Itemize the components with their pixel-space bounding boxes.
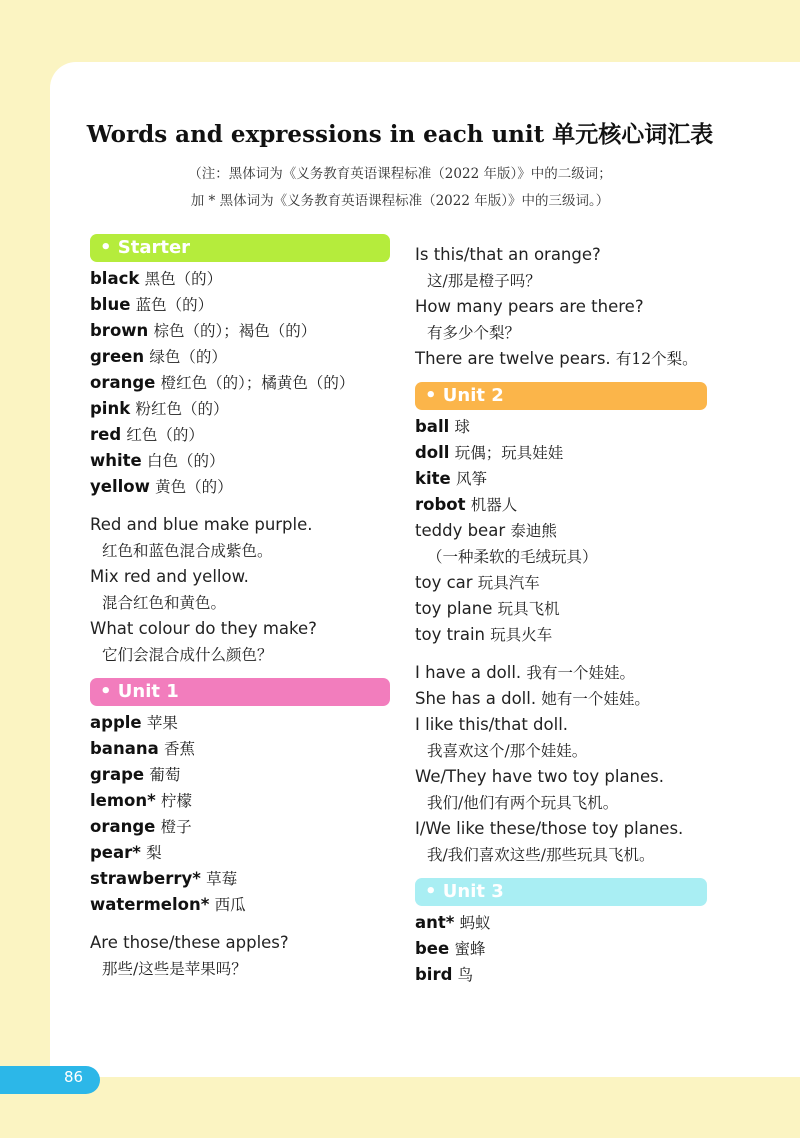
word-entry	[415, 492, 707, 518]
word-en: lemon*	[90, 791, 156, 810]
word-en: ball	[415, 417, 450, 436]
sentence-zh: 有12个梨。	[615, 350, 698, 368]
word-zh: 棕色（的）；褐色（的）	[153, 322, 317, 340]
word-zh: 玩偶；玩具娃娃	[454, 444, 564, 462]
word-en: brown	[90, 321, 149, 340]
word-en: ant*	[415, 913, 455, 932]
word-en: robot	[415, 495, 466, 514]
word-zh: 苹果	[146, 714, 178, 732]
word-zh: 草莓	[206, 870, 238, 888]
note-line-2: 加 * 黑体词为《义务教育英语课程标准（2022 年版）》中的三级词。）	[190, 193, 610, 209]
word-entry	[415, 466, 707, 492]
word-en: orange	[90, 373, 156, 392]
word-entry	[90, 292, 390, 318]
word-zh: 玩具飞机	[497, 600, 560, 618]
word-entry	[415, 596, 707, 622]
word-entry	[90, 892, 390, 918]
word-note: （一种柔软的毛绒玩具）	[427, 548, 598, 566]
word-entry	[90, 266, 390, 292]
word-entry	[415, 936, 707, 962]
word-en: bee	[415, 939, 450, 958]
sentence-zh: 有多少个梨？	[427, 324, 521, 342]
word-en: pear*	[90, 843, 141, 862]
word-entry	[415, 910, 707, 936]
sentence-zh: 这/那是橙子吗？	[427, 272, 541, 290]
word-en: green	[90, 347, 145, 366]
sentence-en: We/They have two toy planes.	[415, 767, 664, 786]
sentence-en: How many pears are there?	[415, 297, 644, 316]
word-zh: 蜜蜂	[454, 940, 486, 958]
sentence-zh: 我有一个娃娃。	[526, 664, 635, 682]
word-en: strawberry*	[90, 869, 201, 888]
word-en: watermelon*	[90, 895, 210, 914]
word-en: teddy bear	[415, 521, 506, 540]
word-zh: 橙红色（的）；橘黄色（的）	[160, 374, 355, 392]
word-zh: 风筝	[455, 470, 487, 488]
word-entry	[90, 448, 390, 474]
sentence-en: Mix red and yellow.	[90, 567, 249, 586]
word-entry	[90, 814, 390, 840]
word-zh: 西瓜	[214, 896, 246, 914]
word-en: yellow	[90, 477, 150, 496]
word-en: grape	[90, 765, 145, 784]
word-zh: 泰迪熊	[510, 522, 557, 540]
word-entry	[415, 518, 707, 544]
sentence-en: I have a doll.	[415, 663, 522, 682]
word-entry	[90, 866, 390, 892]
word-entry	[90, 840, 390, 866]
word-en: red	[90, 425, 122, 444]
section-banner-unit2: • Unit 2	[415, 382, 707, 410]
section-banner-unit1: • Unit 1	[90, 678, 390, 706]
word-entry	[90, 422, 390, 448]
word-zh: 机器人	[470, 496, 518, 514]
note-line-1: （注：黑体词为《义务教育英语课程标准（2022 年版）》中的二级词；	[188, 166, 612, 182]
word-en: black	[90, 269, 140, 288]
word-en: apple	[90, 713, 142, 732]
sentence-en: Are those/these apples?	[90, 933, 289, 952]
word-en: toy plane	[415, 599, 493, 618]
word-zh: 柠檬	[161, 792, 193, 810]
sentence-en: What colour do they make?	[90, 619, 317, 638]
word-zh: 球	[454, 418, 471, 436]
word-en: toy car	[415, 573, 473, 592]
word-en: doll	[415, 443, 450, 462]
word-zh: 香蕉	[163, 740, 195, 758]
word-entry	[90, 788, 390, 814]
sentence-entry	[415, 660, 707, 686]
word-entry	[90, 710, 390, 736]
word-zh: 玩具汽车	[477, 574, 540, 592]
page-number-tab	[0, 1066, 100, 1094]
word-entry	[415, 962, 707, 988]
sentence-en: Red and blue make purple.	[90, 515, 313, 534]
sentence-en: I/We like these/those toy planes.	[415, 819, 684, 838]
word-en: orange	[90, 817, 156, 836]
sentence-entry	[415, 346, 707, 372]
word-entry	[415, 622, 707, 648]
word-en: banana	[90, 739, 159, 758]
word-entry	[415, 414, 707, 440]
word-entry	[415, 440, 707, 466]
word-zh: 葡萄	[149, 766, 181, 784]
word-en: blue	[90, 295, 131, 314]
sentence-en: I like this/that doll.	[415, 715, 569, 734]
word-en: kite	[415, 469, 451, 488]
word-en: pink	[90, 399, 131, 418]
sentence-zh: 那些/这些是苹果吗？	[102, 960, 247, 978]
word-entry	[415, 570, 707, 596]
page-title: Words and expressions in each unit 单元核心词汇表	[86, 121, 714, 148]
left-column	[90, 234, 390, 982]
word-zh: 玩具火车	[490, 626, 553, 644]
word-zh: 蓝色（的）	[135, 296, 214, 314]
word-entry	[90, 318, 390, 344]
word-zh: 梨	[146, 844, 162, 862]
word-entry	[90, 736, 390, 762]
word-en: toy train	[415, 625, 485, 644]
word-zh: 黄色（的）	[155, 478, 233, 496]
sentence-en: There are twelve pears.	[415, 349, 611, 368]
sentence-zh: 我/我们喜欢这些/那些玩具飞机。	[427, 846, 655, 864]
sentence-zh: 我喜欢这个/那个娃娃。	[427, 742, 588, 760]
right-column	[415, 242, 707, 988]
word-zh: 鸟	[457, 966, 474, 984]
word-en: white	[90, 451, 142, 470]
word-en: bird	[415, 965, 453, 984]
sentence-en: She has a doll.	[415, 689, 537, 708]
section-banner-unit3: • Unit 3	[415, 878, 707, 906]
word-zh: 蚂蚁	[459, 914, 491, 932]
word-entry	[90, 344, 390, 370]
word-zh: 粉红色（的）	[135, 400, 229, 418]
word-zh: 黑色（的）	[144, 270, 223, 288]
word-zh: 红色（的）	[126, 426, 204, 444]
sentence-entry	[415, 686, 707, 712]
sentence-zh: 混合红色和黄色。	[102, 594, 227, 612]
sentence-zh: 红色和蓝色混合成紫色。	[102, 542, 273, 560]
word-entry	[90, 370, 390, 396]
word-zh: 绿色（的）	[149, 348, 227, 366]
sentence-en: Is this/that an orange?	[415, 245, 601, 264]
section-banner-starter: • Starter	[90, 234, 390, 262]
word-entry	[90, 396, 390, 422]
sentence-zh: 它们会混合成什么颜色？	[102, 646, 273, 664]
word-zh: 白色（的）	[146, 452, 225, 470]
page-number: 86	[64, 1068, 84, 1086]
word-entry	[90, 762, 390, 788]
sentence-zh: 她有一个娃娃。	[541, 690, 650, 708]
word-zh: 橙子	[160, 818, 192, 836]
word-entry	[90, 474, 390, 500]
sentence-zh: 我们/他们有两个玩具飞机。	[427, 794, 619, 812]
